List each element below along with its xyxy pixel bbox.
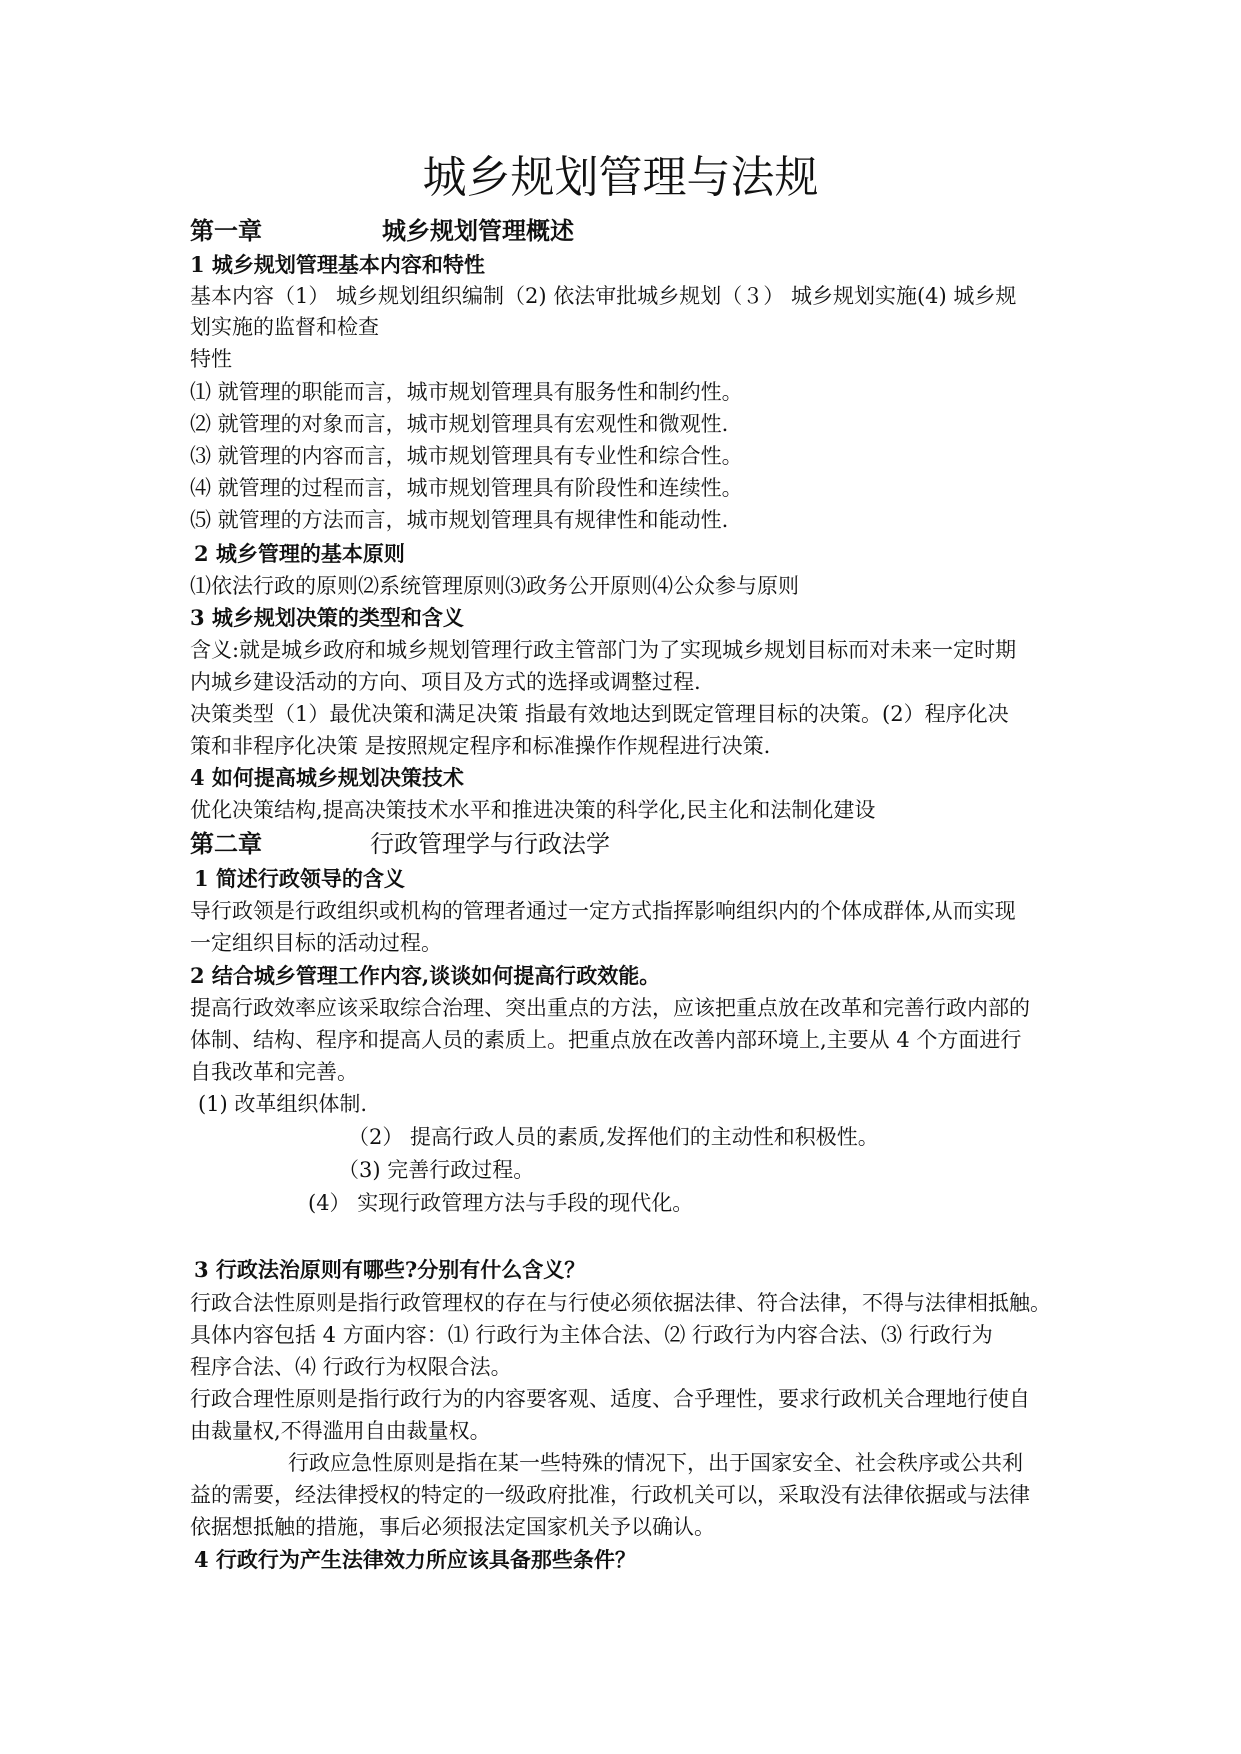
paragraph-line: 行政合法性原则是指行政管理权的存在与行使必须依据法律、符合法律，不得与法律相抵触。: [190, 1291, 1051, 1315]
paragraph-line: 特性: [190, 347, 232, 371]
list-item: (4） 实现行政管理方法与手段的现代化。: [308, 1191, 694, 1215]
document-title: 城乡规划管理与法规: [422, 152, 819, 203]
section-heading: 1 简述行政领导的含义: [194, 866, 405, 891]
section-heading: 1 城乡规划管理基本内容和特性: [190, 252, 485, 277]
section-heading: 2 结合城乡管理工作内容,谈谈如何提高行政效能。: [190, 963, 661, 988]
list-item: ⑴ 就管理的职能而言，城市规划管理具有服务性和制约性。: [190, 380, 743, 404]
paragraph-line: 体制、结构、程序和提高人员的素质上。把重点放在改善内部环境上,主要从 4 个方面进行: [190, 1028, 1022, 1052]
paragraph-line: 益的需要，经法律授权的特定的一级政府批准，行政机关可以，采取没有法律依据或与法律: [190, 1483, 1030, 1507]
section-heading: 3 城乡规划决策的类型和含义: [190, 605, 464, 630]
paragraph-line: 行政合理性原则是指行政行为的内容要客观、适度、合乎理性，要求行政机关合理地行使自: [190, 1387, 1030, 1411]
paragraph-line: 自我改革和完善。: [190, 1060, 358, 1084]
section-heading: 4 如何提高城乡规划决策技术: [190, 765, 464, 790]
chapter-2-name: 行政管理学与行政法学: [370, 830, 610, 858]
list-item: ⑷ 就管理的过程而言，城市规划管理具有阶段性和连续性。: [190, 476, 743, 500]
section-heading: 3 行政法治原则有哪些?分别有什么含义？: [194, 1257, 586, 1282]
paragraph-line: ⑴依法行政的原则⑵系统管理原则⑶政务公开原则⑷公众参与原则: [190, 574, 799, 598]
paragraph-line: 一定组织目标的活动过程。: [190, 931, 442, 955]
paragraph-line: 划实施的监督和检查: [190, 315, 379, 339]
paragraph-line: 依据想抵触的措施，事后必须报法定国家机关予以确认。: [190, 1515, 715, 1539]
paragraph-line: 导行政领是行政组织或机构的管理者通过一定方式指挥影响组织内的个体成群体,从而实现: [190, 899, 1016, 923]
section-heading: 2 城乡管理的基本原则: [194, 541, 405, 566]
list-item: （3) 完善行政过程。: [338, 1158, 535, 1182]
paragraph-line: 程序合法、⑷ 行政行为权限合法。: [190, 1355, 512, 1379]
list-item: ⑵ 就管理的对象而言，城市规划管理具有宏观性和微观性.: [190, 412, 729, 436]
chapter-2-heading: [190, 829, 610, 859]
paragraph-line: 决策类型（1）最优决策和满足决策 指最有效地达到既定管理目标的决策。(2）程序化决: [190, 702, 1009, 726]
paragraph-line: 含义:就是城乡政府和城乡规划管理行政主管部门为了实现城乡规划目标而对未来一定时期: [190, 638, 1017, 662]
list-item: ⑸ 就管理的方法而言，城市规划管理具有规律性和能动性.: [190, 508, 729, 532]
section-heading: 4 行政行为产生法律效力所应该具备那些条件？: [194, 1547, 636, 1572]
paragraph-line: 策和非程序化决策 是按照规定程序和标准操作作规程进行决策.: [190, 734, 771, 758]
list-item: （2） 提高行政人员的素质,发挥他们的主动性和积极性。: [348, 1125, 879, 1149]
paragraph-line: 行政应急性原则是指在某一些特殊的情况下，出于国家安全、社会秩序或公共利: [288, 1451, 1023, 1475]
chapter-1-label: 第一章: [190, 216, 262, 245]
paragraph-line: 内城乡建设活动的方向、项目及方式的选择或调整过程.: [190, 670, 701, 694]
paragraph-line: 优化决策结构,提高决策技术水平和推进决策的科学化,民主化和法制化建设: [190, 798, 876, 822]
chapter-1-name: 城乡规划管理概述: [382, 216, 574, 245]
paragraph-line: 由裁量权,不得滥用自由裁量权。: [190, 1419, 491, 1443]
chapter-2-label: 第二章: [190, 829, 262, 858]
chapter-1-heading: [190, 216, 574, 246]
paragraph-line: 提高行政效率应该采取综合治理、突出重点的方法，应该把重点放在改革和完善行政内部的: [190, 996, 1030, 1020]
list-item: (1) 改革组织体制.: [198, 1092, 368, 1116]
list-item: ⑶ 就管理的内容而言，城市规划管理具有专业性和综合性。: [190, 444, 743, 468]
paragraph-line: 具体内容包括 4 方面内容：⑴ 行政行为主体合法、⑵ 行政行为内容合法、⑶ 行政行为: [190, 1323, 993, 1347]
paragraph-line: 基本内容（1） 城乡规划组织编制（2) 依法审批城乡规划（３） 城乡规划实施(4) 城乡规: [190, 284, 1017, 308]
